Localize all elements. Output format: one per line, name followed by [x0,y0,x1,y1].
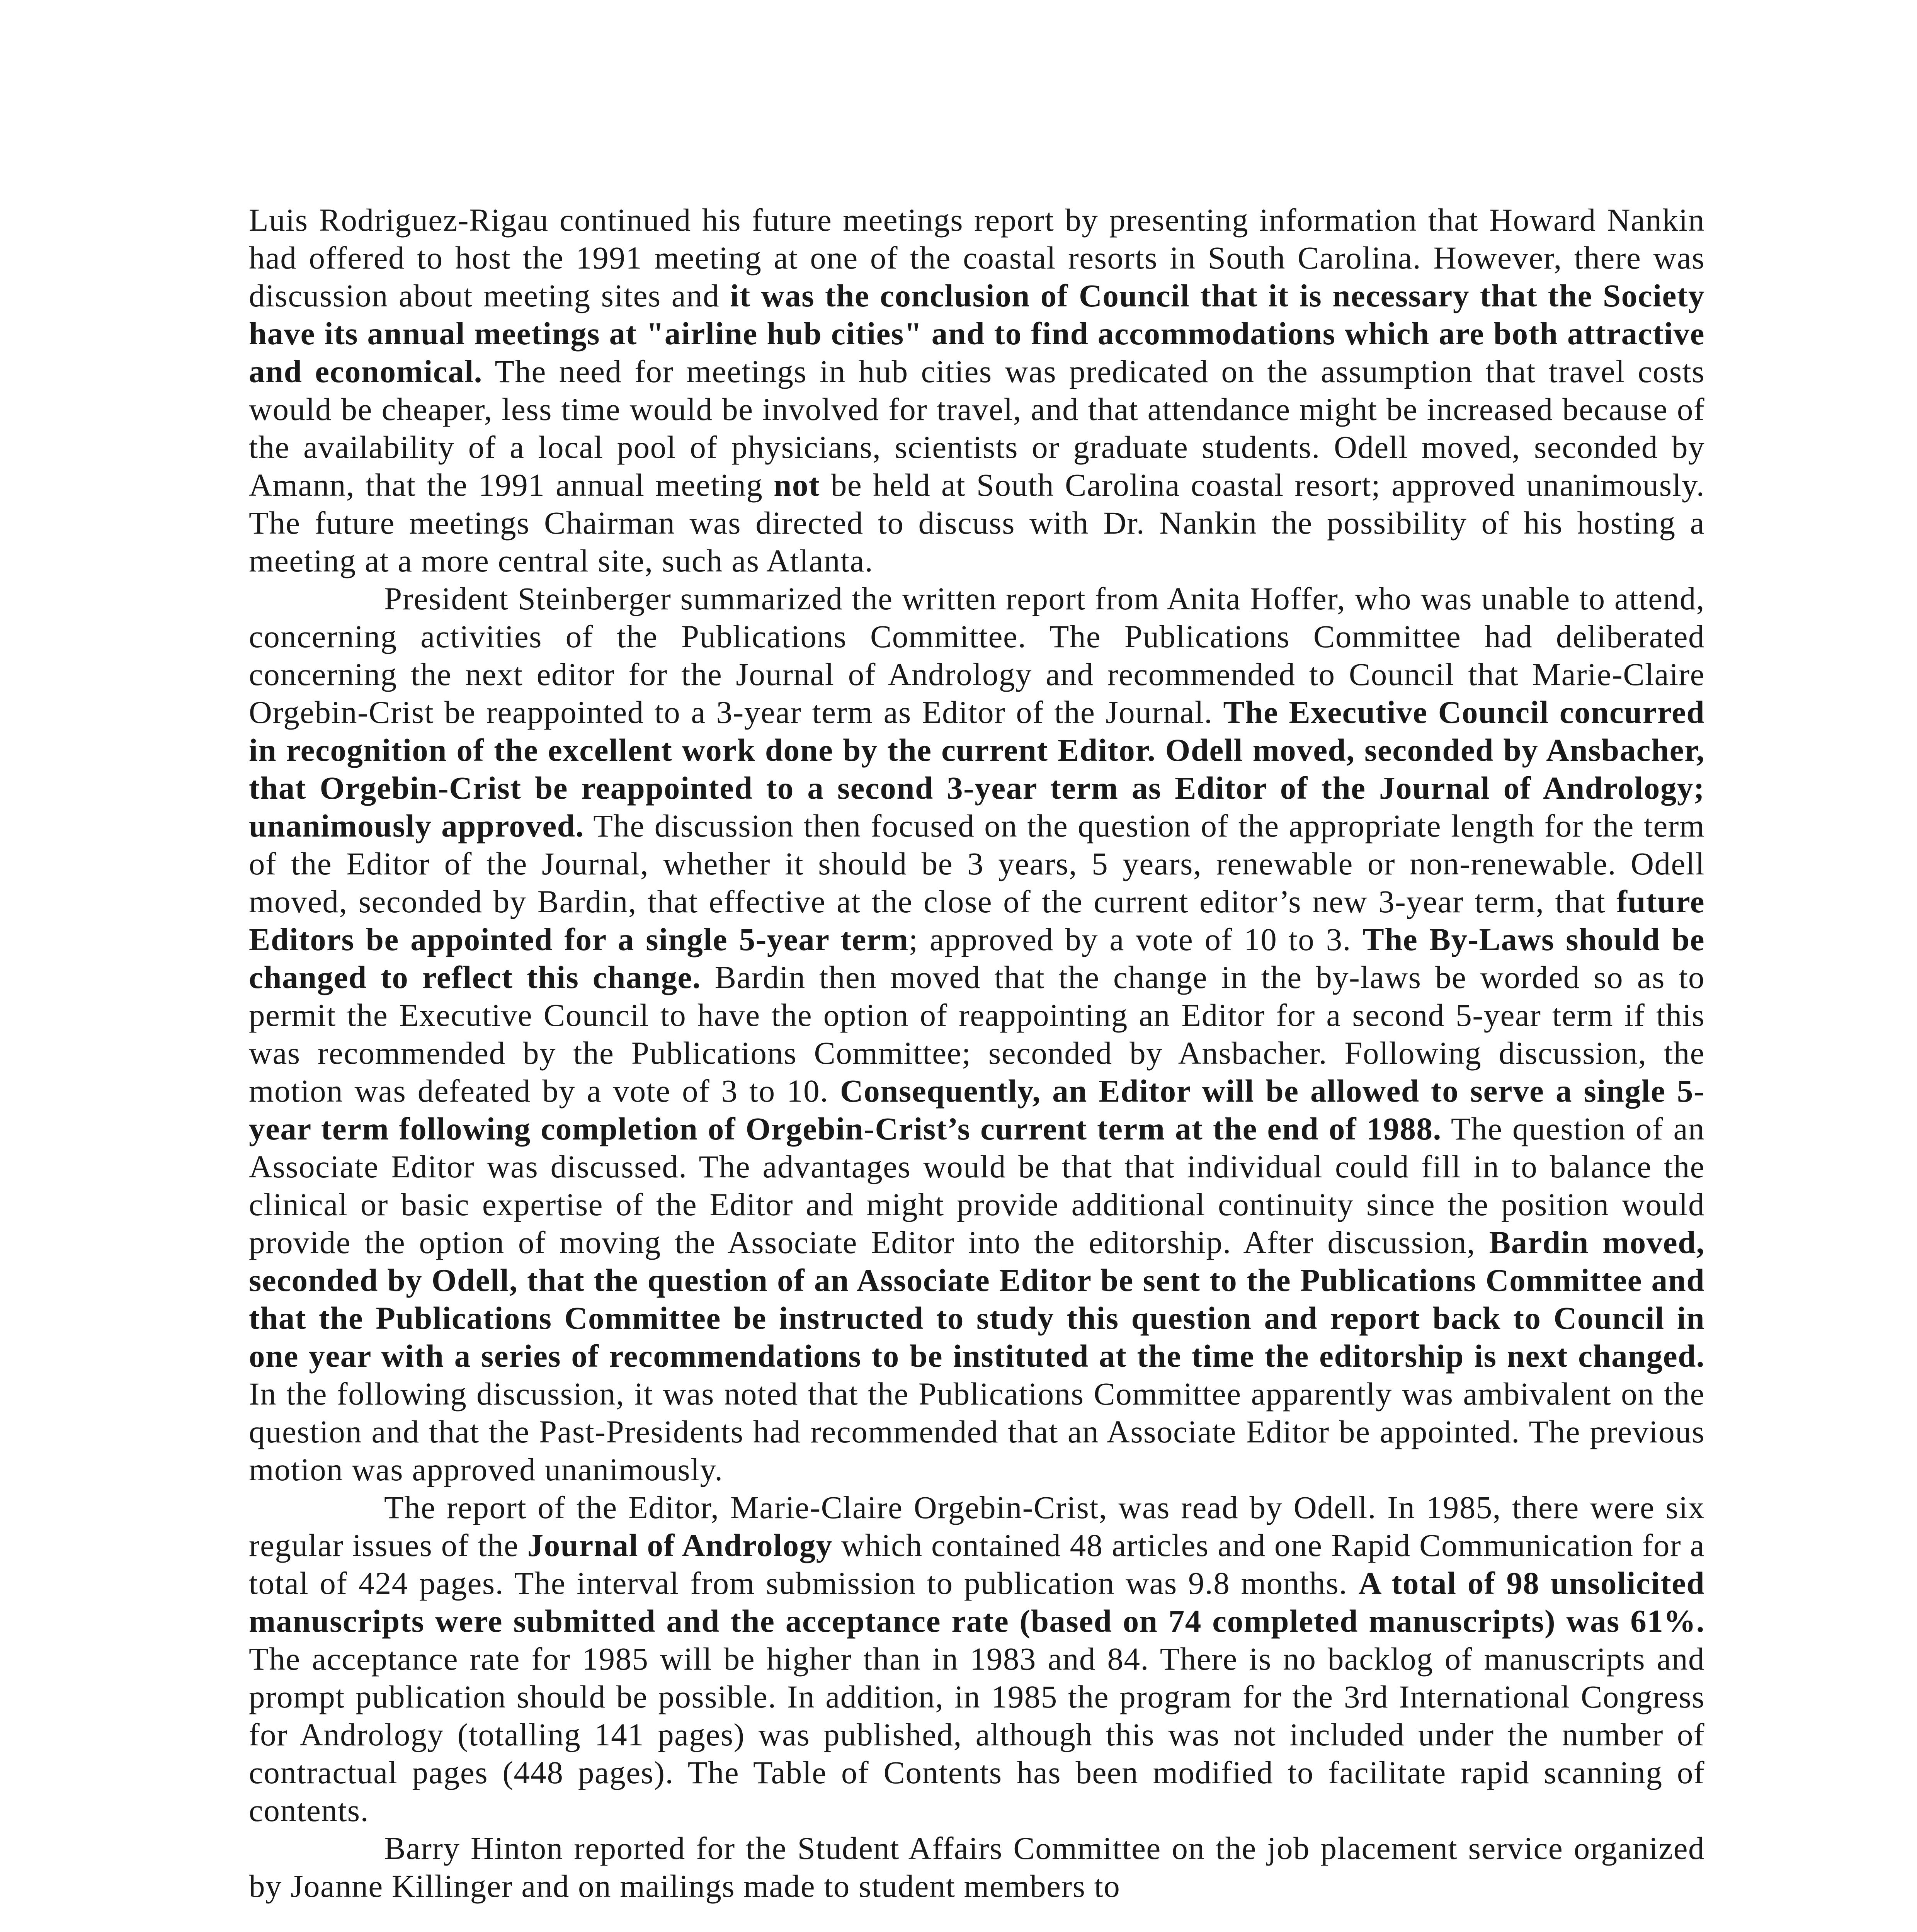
text-run: The report of the Editor, Marie-Claire Orgebin-Crist, was read by Odell. In 1985, there were six regular issues of the [249,1490,1705,1563]
text-run: The question of an Associate Editor was discussed. The advantages would be that that individual could fill in to balance the clinical or basic expertise of the Editor and might provide additional continuity since the position would provide the option of moving the Associate Editor into the editorship. After discussion, [249,1111,1705,1260]
text-run: The discussion then focused on the question of the appropriate length for the term of the Editor of the Journal, whether it should be 3 years, 5 years, renewable or non-renewable. Odell moved, seconded by Bardin, that effective at the close of the current editor’s new 3-year term, that [249,808,1705,919]
text-run: Bardin then moved that the change in the by-laws be worded so as to permit the Executive Council to have the option of reappointing an Editor for a second 5-year term if this was recommended by the Publications Committee; seconded by Ansbacher. Following discussion, the motion was defeated by a vote of 3 to 10. [249,959,1705,1109]
text-run: The acceptance rate for 1985 will be higher than in 1983 and 84. There is no backlog of manuscripts and prompt publication should be possible. In addition, in 1985 the program for the 3rd International Congress for Andrology (totalling 141 pages) was published, although this was not included under the number of contractual pages (448 pages). The Table of Contents has been modified to facilitate rapid scanning of contents. [249,1641,1705,1828]
text-run: Luis Rodriguez-Rigau continued his future meetings report by presenting information that Howard Nankin had offered to host the 1991 meeting at one of the coastal resorts in South Carolina. However, there was discussion about meeting sites and [249,202,1705,313]
paragraph-editor-report [249,1488,1705,1829]
bold-text-run: The Executive Council concurred in recognition of the excellent work done by the current Editor. Odell moved, seconded by Ansbacher, that Orgebin-Crist be reappointed to a second 3-year term as Editor of the Journal of Andrology; unanimously approved. [249,694,1705,844]
paragraph-student-affairs [249,1829,1705,1905]
bold-text-run: Journal of Andrology [527,1527,833,1563]
paragraph-publications-committee [249,580,1705,1488]
bold-text-run: Bardin moved, seconded by Odell, that the question of an Associate Editor be sent to the Publications Committee and that the Publications Committee be instructed to study this question and report back to Council in one year with a series of recommendations to be instituted at the time the editorship is next changed. [249,1225,1705,1374]
minutes-text-block [249,201,1705,1905]
text-run: which contained 48 articles and one Rapid Communication for a total of 424 pages. The interval from submission to publication was 9.8 months. [249,1527,1705,1601]
text-run: The need for meetings in hub cities was predicated on the assumption that travel costs would be cheaper, less time would be involved for travel, and that attendance might be increased because of the availability of a local pool of physicians, scientists or graduate students. Odell moved, seconded by Amann, that the 1991 annual meeting [249,354,1705,503]
text-run: In the following discussion, it was noted that the Publications Committee apparently was ambivalent on the question and that the Past-Presidents had recommended that an Associate Editor be appointed. The previous motion was approved unanimously. [249,1376,1705,1487]
text-run: ; approved by a vote of 10 to 3. [908,922,1363,957]
bold-text-run: A total of 98 unsolicited manuscripts were submitted and the acceptance rate (based on 74 completed manuscripts) was 61%. [249,1565,1705,1639]
text-run: President Steinberger summarized the written report from Anita Hoffer, who was unable to attend, concerning activities of the Publications Committee. The Publications Committee had deliberated concerning the next editor for the Journal of Andrology and recommended to Council that Marie-Claire Orgebin-Crist be reappointed to a 3-year term as Editor of the Journal. [249,581,1705,730]
bold-text-run: The By-Laws should be changed to reflect this change. [249,922,1705,995]
text-run: Barry Hinton reported for the Student Affairs Committee on the job placement service organized by Joanne Killinger and on mailings made to student members to [249,1830,1705,1904]
bold-text-run: Consequently, an Editor will be allowed to serve a single 5-year term following completion of Orgebin-Crist’s current term at the end of 1988. [249,1073,1705,1146]
paragraph-future-meetings [249,201,1705,580]
text-run: be held at South Carolina coastal resort; approved unanimously. The future meetings Chairman was directed to discuss with Dr. Nankin the possibility of his hosting a meeting at a more central site, such as Atlanta. [249,467,1705,578]
bold-text-run: not [774,467,820,503]
bold-text-run: future Editors be appointed for a single 5-year term [249,884,1705,957]
bold-text-run: it was the conclusion of Council that it is necessary that the Society have its annual meetings at "airline hub cities" and to find accommodations which are both attractive and economical. [249,278,1705,389]
